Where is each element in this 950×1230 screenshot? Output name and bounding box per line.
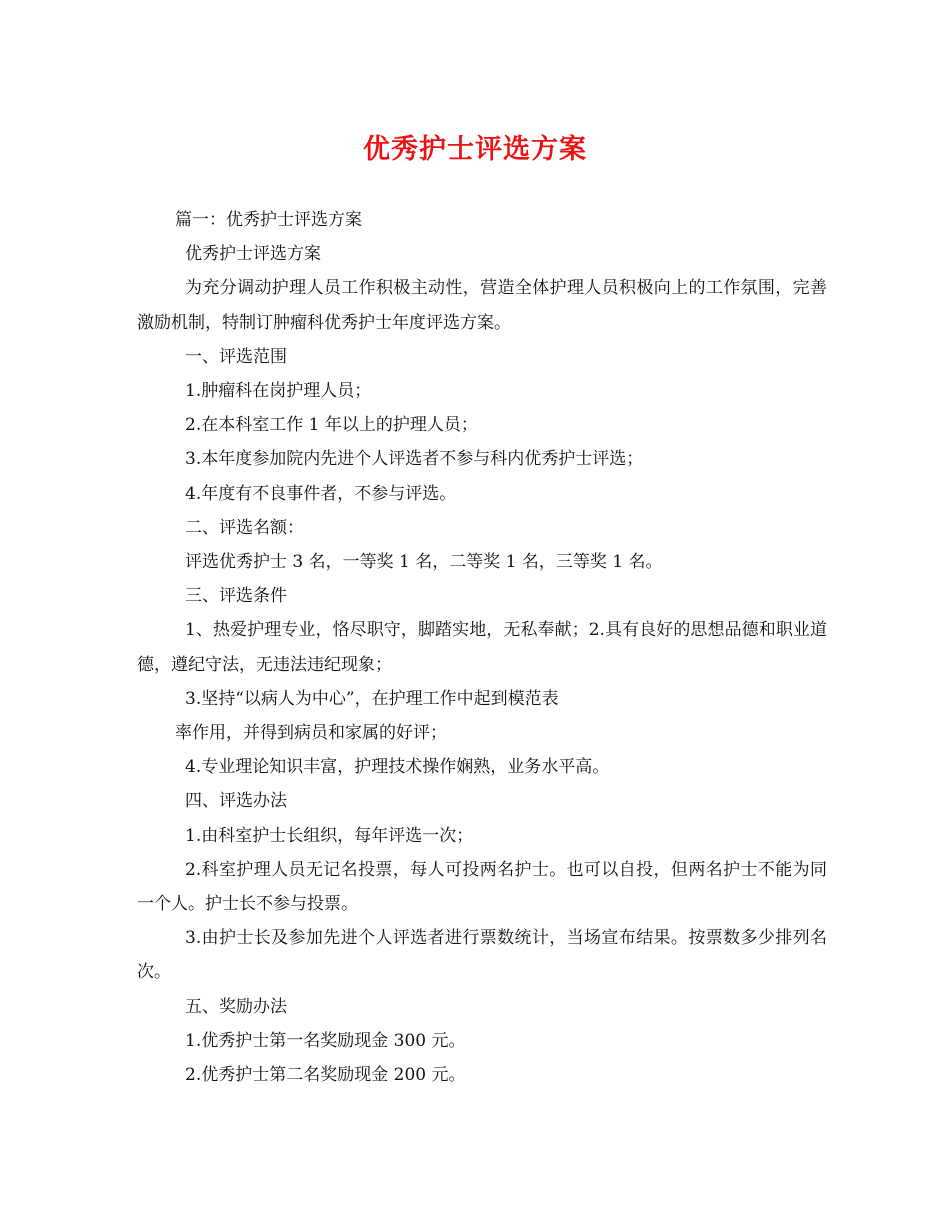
section-heading: 二、评选名额： <box>185 517 304 538</box>
paragraph: 为充分调动护理人员工作积极主动性，营造全体护理人员积极向上的工作氛围，完善激励机制，特制订肿瘤科优秀护士年度评选方案。 <box>137 278 827 333</box>
document-title: 优秀护士评选方案 <box>363 134 587 165</box>
list-item: 1.优秀护士第一名奖励现金 300 元。 <box>185 1030 466 1051</box>
list-item: 4.年度有不良事件者，不参与评选。 <box>185 483 457 504</box>
list-item: 4.专业理论知识丰富，护理技术操作娴熟，业务水平高。 <box>185 757 610 778</box>
paragraph: 优秀护士评选方案 <box>185 244 321 265</box>
list-item: 1.由科室护士长组织，每年评选一次； <box>185 825 474 846</box>
list-item: 2.在本科室工作 1 年以上的护理人员； <box>185 415 478 436</box>
document-body <box>137 203 827 1092</box>
paragraph: 评选优秀护士 3 名，一等奖 1 名，二等奖 1 名，三等奖 1 名。 <box>185 552 663 573</box>
section-heading: 一、评选范围 <box>185 346 287 367</box>
section-heading: 五、奖励办法 <box>185 996 287 1017</box>
list-item: 2.科室护理人员无记名投票，每人可投两名护士。也可以自投，但两名护士不能为同一个人。护士长不参与投票。 <box>137 859 827 915</box>
list-item: 1.肿瘤科在岗护理人员； <box>185 381 372 402</box>
section-heading: 篇一：优秀护士评选方案 <box>175 210 362 230</box>
list-item: 2.优秀护士第二名奖励现金 200 元。 <box>185 1065 466 1086</box>
list-item: 3.本年度参加院内先进个人评选者不参与科内优秀护士评选； <box>185 449 644 470</box>
paragraph: 率作用，并得到病员和家属的好评； <box>175 723 447 744</box>
section-heading: 三、评选条件 <box>185 586 287 607</box>
list-item: 1、热爱护理专业，恪尽职守，脚踏实地，无私奉献；2.具有良好的思想品德和职业道德，遵纪守法，无违法违纪现象； <box>137 620 827 675</box>
section-heading: 四、评选办法 <box>185 791 287 812</box>
list-item: 3.坚持“以病人为中心”，在护理工作中起到模范表 <box>185 688 559 709</box>
list-item: 3.由护士长及参加先进个人评选者进行票数统计，当场宣布结果。按票数多少排列名次。 <box>137 928 827 983</box>
